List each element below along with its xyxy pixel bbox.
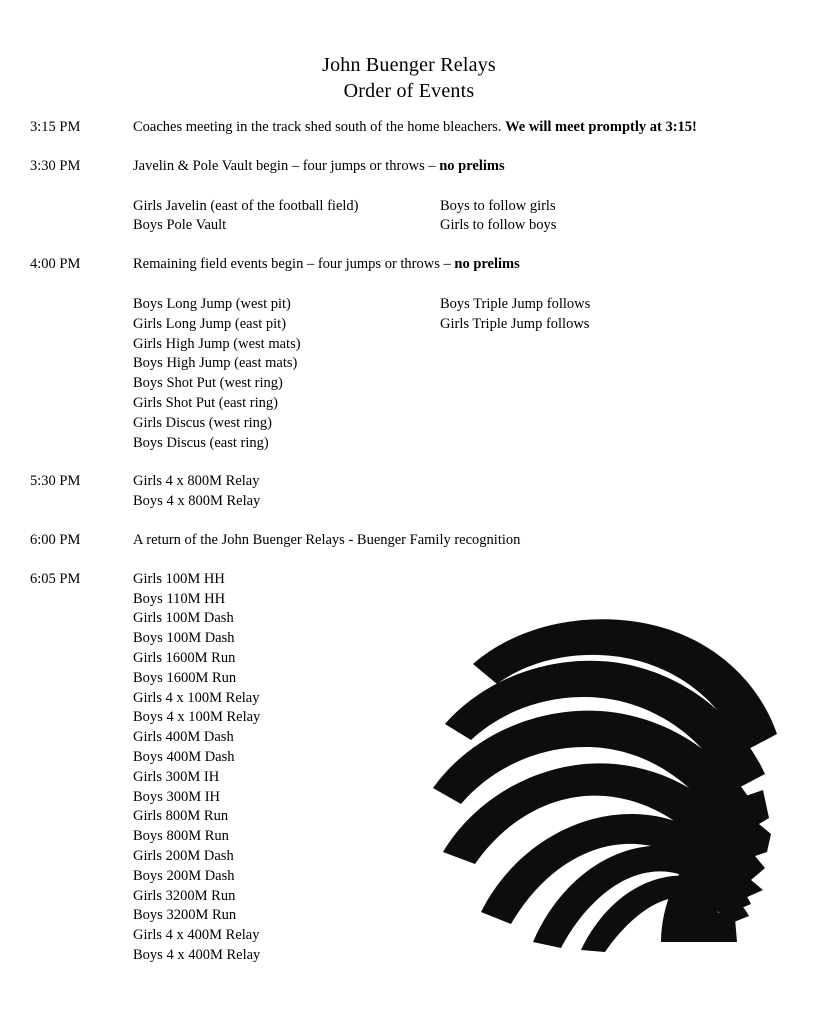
schedule-description-text: Boys 1600M Run bbox=[133, 669, 237, 686]
event-name-left: Boys Pole Vault bbox=[133, 217, 227, 234]
schedule-row bbox=[0, 157, 818, 177]
event-row bbox=[0, 335, 818, 355]
event-name-left: Girls Shot Put (east ring) bbox=[133, 394, 278, 411]
schedule-time: 3:30 PM bbox=[30, 157, 81, 174]
schedule-description-text: Boys 3200M Run bbox=[133, 907, 237, 924]
native-american-chief-mascot-logo bbox=[425, 612, 793, 952]
schedule-description bbox=[133, 827, 229, 847]
schedule-description-text: Boys 100M Dash bbox=[133, 630, 235, 647]
schedule-description-text: Remaining field events begin – four jumps or throws – bbox=[133, 256, 455, 273]
schedule-description bbox=[133, 531, 520, 551]
schedule-block bbox=[0, 472, 818, 531]
event-name-right: Girls to follow boys bbox=[440, 217, 557, 234]
schedule-description-text: Girls 4 x 400M Relay bbox=[133, 927, 260, 944]
schedule-description-text: A return of the John Buenger Relays - Buenger Family recognition bbox=[133, 531, 521, 548]
schedule-time: 5:30 PM bbox=[30, 473, 81, 490]
schedule-description-text: Girls 800M Run bbox=[133, 808, 229, 825]
schedule-description bbox=[133, 649, 235, 669]
schedule-description bbox=[133, 669, 236, 689]
schedule-description-text: Boys 200M Dash bbox=[133, 867, 235, 884]
document-title bbox=[0, 52, 818, 104]
schedule-description-text: Boys 110M HH bbox=[133, 590, 226, 607]
spacer bbox=[0, 275, 818, 295]
schedule-description bbox=[133, 847, 234, 867]
schedule-description bbox=[133, 492, 260, 512]
schedule-description-text: Boys 4 x 400M Relay bbox=[133, 946, 261, 963]
event-row bbox=[0, 295, 818, 315]
spacer bbox=[0, 966, 818, 985]
schedule-description-text: Javelin & Pole Vault begin – four jumps or throws – bbox=[133, 157, 440, 174]
title-line-1: John Buenger Relays bbox=[322, 54, 496, 76]
event-row bbox=[0, 374, 818, 394]
schedule-description bbox=[133, 768, 219, 788]
schedule-description-text: Girls 100M Dash bbox=[133, 610, 234, 627]
schedule-description bbox=[133, 472, 259, 492]
schedule-description bbox=[133, 118, 697, 138]
schedule-description-text: Girls 3200M Run bbox=[133, 887, 236, 904]
schedule-description-text: Girls 400M Dash bbox=[133, 729, 234, 746]
schedule-description-text: Girls 100M HH bbox=[133, 570, 225, 587]
event-row bbox=[0, 394, 818, 414]
schedule-description bbox=[133, 926, 259, 946]
event-name-left: Boys Discus (east ring) bbox=[133, 434, 269, 451]
schedule-description bbox=[133, 887, 235, 907]
schedule-time: 6:05 PM bbox=[30, 570, 81, 587]
schedule-description-text: Girls 1600M Run bbox=[133, 649, 236, 666]
schedule-description bbox=[133, 946, 260, 966]
event-name-right: Boys Triple Jump follows bbox=[440, 295, 591, 312]
spacer bbox=[0, 177, 818, 197]
spacer bbox=[0, 236, 818, 255]
schedule-description bbox=[133, 255, 520, 275]
schedule-description bbox=[133, 689, 259, 709]
title-line-2: Order of Events bbox=[343, 80, 475, 102]
schedule-description-emphasis: no prelims bbox=[454, 256, 520, 273]
spacer bbox=[0, 551, 818, 570]
schedule-description bbox=[133, 867, 235, 887]
schedule-block bbox=[0, 255, 818, 472]
schedule-description-text: Girls 4 x 100M Relay bbox=[133, 689, 260, 706]
event-name-right: Boys to follow girls bbox=[440, 197, 556, 214]
schedule-row bbox=[0, 590, 818, 610]
schedule-description bbox=[133, 609, 234, 629]
spacer bbox=[0, 512, 818, 531]
event-name-left: Girls Long Jump (east pit) bbox=[133, 315, 287, 332]
schedule-description bbox=[133, 728, 234, 748]
event-row bbox=[0, 315, 818, 335]
event-name-right: Girls Triple Jump follows bbox=[440, 315, 590, 332]
schedule-block bbox=[0, 531, 818, 570]
spacer bbox=[0, 453, 818, 472]
schedule-row bbox=[0, 118, 818, 138]
schedule-time: 6:00 PM bbox=[30, 531, 81, 548]
schedule-description bbox=[133, 590, 225, 610]
event-name-left: Boys High Jump (east mats) bbox=[133, 355, 298, 372]
schedule-description-text: Boys 4 x 100M Relay bbox=[133, 709, 261, 726]
event-row bbox=[0, 434, 818, 454]
schedule-description-text: Boys 4 x 800M Relay bbox=[133, 493, 261, 510]
schedule-row bbox=[0, 255, 818, 275]
schedule-row bbox=[0, 570, 818, 590]
schedule-description bbox=[133, 906, 236, 926]
schedule-description bbox=[133, 629, 235, 649]
schedule-description-emphasis: We will meet promptly at 3:15! bbox=[505, 119, 697, 135]
schedule-description bbox=[133, 708, 260, 728]
event-name-left: Girls High Jump (west mats) bbox=[133, 335, 301, 352]
schedule-description bbox=[133, 807, 228, 827]
schedule-row bbox=[0, 472, 818, 492]
schedule-time: 3:15 PM bbox=[30, 119, 81, 135]
schedule-description bbox=[133, 157, 505, 177]
schedule-description-text: Girls 4 x 800M Relay bbox=[133, 473, 260, 490]
schedule-description-text: Girls 300M IH bbox=[133, 768, 220, 785]
schedule-description bbox=[133, 788, 220, 808]
schedule-row bbox=[0, 492, 818, 512]
event-row bbox=[0, 414, 818, 434]
schedule-block bbox=[0, 157, 818, 255]
schedule-description bbox=[133, 570, 225, 590]
schedule-description-emphasis: no prelims bbox=[439, 157, 505, 174]
event-name-left: Boys Shot Put (west ring) bbox=[133, 375, 283, 392]
schedule-description-text: Boys 300M IH bbox=[133, 788, 221, 805]
schedule-description-text: Boys 800M Run bbox=[133, 828, 229, 845]
event-name-left: Boys Long Jump (west pit) bbox=[133, 295, 291, 312]
schedule-block bbox=[0, 118, 818, 157]
schedule-row bbox=[0, 531, 818, 551]
event-row bbox=[0, 216, 818, 236]
schedule-time: 4:00 PM bbox=[30, 256, 81, 273]
spacer bbox=[0, 138, 818, 157]
event-name-left: Girls Javelin (east of the football field) bbox=[133, 197, 359, 214]
event-row bbox=[0, 197, 818, 217]
schedule-description bbox=[133, 748, 235, 768]
event-name-left: Girls Discus (west ring) bbox=[133, 414, 272, 431]
schedule-description-text: Boys 400M Dash bbox=[133, 748, 235, 765]
event-row bbox=[0, 354, 818, 374]
schedule-description-text: Girls 200M Dash bbox=[133, 847, 234, 864]
schedule-description-text: Coaches meeting in the track shed south of the home bleachers. bbox=[133, 119, 506, 135]
